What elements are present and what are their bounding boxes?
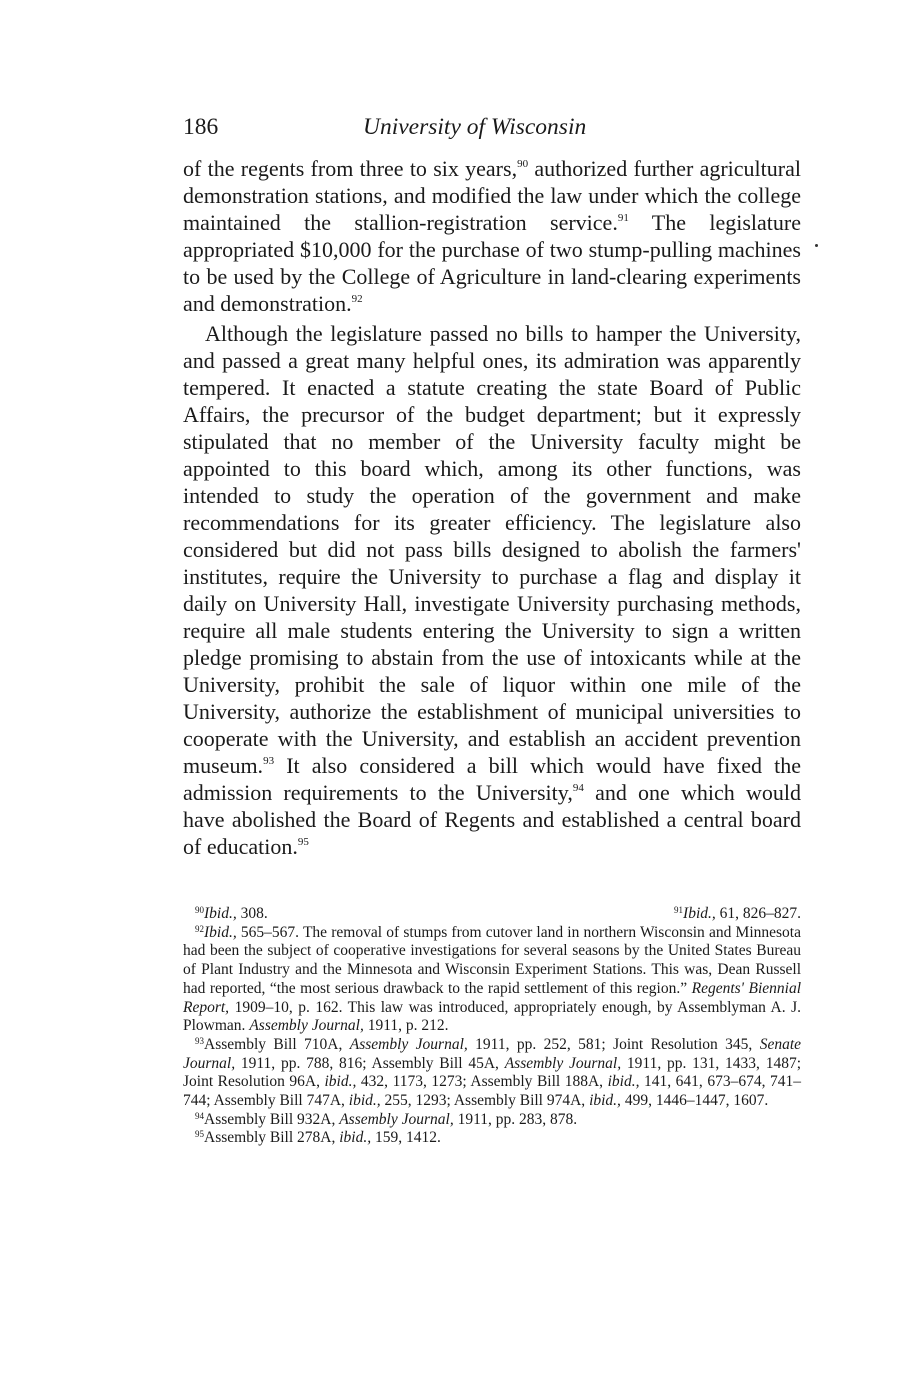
footnote-text: Assembly Bill 278A, — [204, 1129, 340, 1147]
footnote-ref-91: 91 — [617, 212, 629, 224]
footnote-93 — [183, 1036, 801, 1111]
footnote-number: 93 — [195, 1035, 204, 1046]
footnote-italic: Ibid., — [204, 923, 237, 941]
paragraph-2 — [183, 320, 801, 860]
footnote-text: 1911, pp. 283, 878. — [453, 1110, 578, 1128]
footnote-text: 159, 1412. — [371, 1129, 441, 1147]
footnote-italic: Assembly Journal, — [339, 1110, 454, 1128]
footnote-italic: Ibid., — [204, 905, 237, 922]
text-run: authorized further agricultural demonstration stations, and modified the law under which the college maintained the stallion-registration service. — [183, 156, 801, 235]
text-run: Although the legislature passed no bills to hamper the University, and passed a great many helpful ones, its admiration was apparently tempered. It enacted a statute creating the state Board of Public Affairs, the precursor of the budget department; but it expressly stipulated that no member of the University faculty might be appointed to this board which, among its other functions, was intended to study the operation of the government and make recommendations for its greater efficiency. The legislature also considered but did not pass bills designed to abolish the farmers' institutes, require the University to purchase a flag and display it daily on University Hall, investigate University purchasing methods, require all male students entering the University to sign a written pledge promising to abstain from the use of intoxicants while at the University, prohibit the sale of liquor within one mile of the University, authorize the establishment of municipal universities to cooperate with the University, and establish an accident prevention museum. — [183, 321, 801, 778]
footnotes — [183, 905, 801, 1148]
footnote-ref-95: 95 — [297, 836, 309, 848]
body-text — [183, 155, 801, 860]
footnote-italic: ibid., — [589, 1092, 621, 1110]
footnote-italic: ibid., — [339, 1129, 372, 1147]
text-run: of the regents from three to six years, — [183, 156, 518, 181]
footnote-number: 91 — [674, 905, 684, 915]
footnote-text: 255, 1293; Assembly Bill 974A, — [380, 1092, 590, 1110]
footnote-ref-92: 92 — [351, 293, 363, 305]
footnote-text: Assembly Bill 932A, — [204, 1110, 340, 1128]
footnote-row-90-91 — [183, 905, 801, 924]
footnote-italic: Regents' Biennial Report, — [183, 979, 801, 1016]
text-run: It also considered a bill which would have fixed the admission requirements to the University, — [183, 753, 801, 805]
footnote-text: 565–567. The removal of stumps from cutover land in northern Wisconsin and Minnesota had been the subject of cooperative investigations for several seasons by the United States Bureau of Plant Industry and the Minnesota and Wisconsin Experiment Stations. This was, Dean Russell had reported, “the most serious drawback to the rapid settlement of this region.” — [183, 923, 801, 997]
footnote-italic: ibid., — [607, 1073, 640, 1091]
footnote-text: 61, 826–827. — [715, 905, 801, 922]
footnote-ref-90: 90 — [517, 158, 529, 170]
footnote-italic: ibid., — [348, 1092, 381, 1110]
footnote-91 — [674, 905, 801, 924]
footnote-ref-93: 93 — [263, 755, 275, 767]
footnote-90 — [183, 905, 268, 924]
footnote-italic: ibid., — [324, 1073, 357, 1091]
footnote-text: 308. — [236, 905, 268, 922]
footnote-italic: Assembly Journal, — [349, 1035, 468, 1053]
text-run: and one which would have abolished the Board of Regents and established a central board of education. — [183, 780, 801, 859]
running-title: University of Wisconsin — [363, 114, 587, 140]
footnote-92 — [183, 924, 801, 1036]
print-speck — [815, 244, 818, 247]
text-run: The legislature appropriated $10,000 for the purchase of two stump-pulling machines to be used by the College of Agriculture in land-clearing experiments and demonstration. — [183, 210, 802, 316]
footnote-number: 94 — [195, 1110, 204, 1121]
footnote-95 — [183, 1129, 801, 1148]
footnote-number: 90 — [195, 905, 204, 915]
footnote-italic: Ibid., — [683, 905, 716, 922]
footnote-94 — [183, 1111, 801, 1130]
footnote-text: 432, 1173, 1273; Assembly Bill 188A, — [356, 1073, 608, 1091]
footnote-italic: Assembly Journal, — [504, 1054, 622, 1072]
footnote-number: 92 — [195, 923, 204, 934]
footnote-text: 141, 641, 673–674, 741–744; Assembly Bill 747A, — [183, 1073, 801, 1110]
footnote-number: 95 — [195, 1129, 204, 1140]
footnote-text: 1911, pp. 131, 1433, 1487; Joint Resolution 96A, — [183, 1054, 802, 1091]
page-header — [183, 114, 801, 148]
footnote-text: Assembly Bill 710A, — [204, 1035, 350, 1053]
footnote-text: 1911, p. 212. — [363, 1017, 449, 1035]
footnote-text: 1909–10, p. 162. This law was introduced, appropriately enough, by Assemblyman A. J. Plowman. — [183, 998, 801, 1035]
footnote-text: 1911, pp. 788, 816; Assembly Bill 45A, — [235, 1054, 505, 1072]
page-number: 186 — [183, 114, 219, 140]
footnote-italic: Assembly Journal, — [249, 1017, 364, 1035]
footnote-ref-94: 94 — [572, 782, 584, 794]
footnote-text: 499, 1446–1447, 1607. — [620, 1092, 769, 1110]
paragraph-1 — [183, 155, 801, 317]
footnote-italic: Senate Journal, — [183, 1035, 802, 1072]
footnote-text: 1911, pp. 252, 581; Joint Resolution 345, — [467, 1035, 760, 1053]
